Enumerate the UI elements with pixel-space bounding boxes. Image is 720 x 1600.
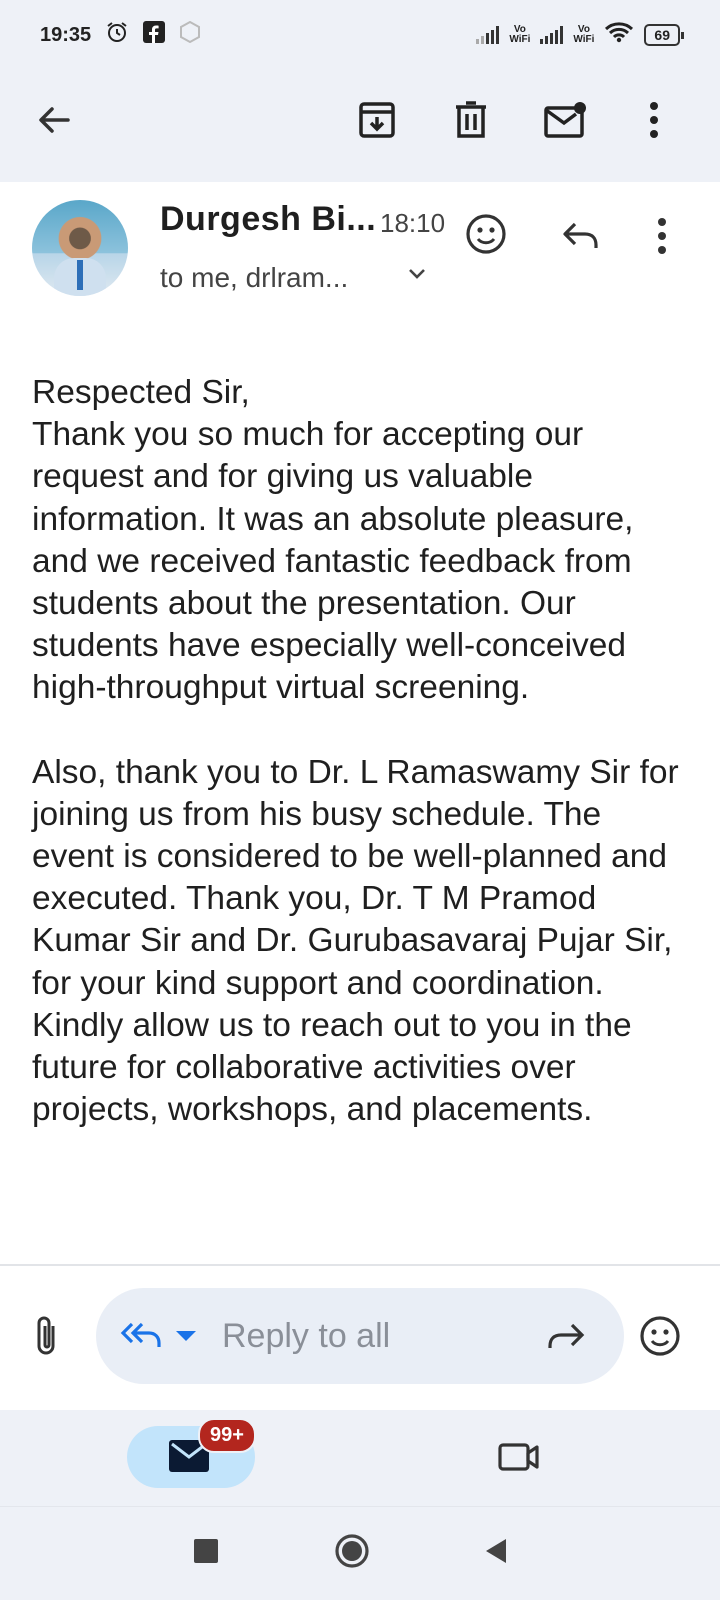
message-paragraph: Respected Sir, Thank you so much for accepting our request and for giving us valuable information. It was an absolute pleasure, and we received fantastic feedback from students about the presentation. Our students have especially well-conceived high-throughput virtual screening. [32, 374, 634, 707]
status-time: 19:35 [40, 23, 92, 46]
alarm-icon [105, 20, 129, 50]
recipients[interactable]: to me, drlram... [160, 262, 349, 293]
paperclip-icon [33, 1314, 59, 1358]
caret-down-icon [175, 1330, 197, 1342]
more-options-button[interactable] [636, 94, 672, 146]
sender-name[interactable]: Durgesh Bi... [160, 200, 377, 238]
reply-all-icon-button[interactable] [120, 1316, 164, 1356]
avatar[interactable] [32, 200, 128, 296]
mark-unread-icon [543, 101, 587, 139]
add-reaction-button[interactable] [462, 210, 510, 258]
nav-meet-tab[interactable] [494, 1434, 544, 1480]
emoji-icon [465, 213, 507, 255]
attach-button[interactable] [28, 1312, 64, 1360]
reply-placeholder: Reply to all [222, 1316, 391, 1355]
vowifi-label-2: Vo WiFi [573, 24, 595, 45]
forward-button[interactable] [544, 1316, 588, 1356]
bottom-navigation [0, 1410, 720, 1506]
system-navigation-bar [0, 1506, 720, 1600]
signal-icon-2 [540, 26, 563, 44]
square-icon [194, 1539, 218, 1563]
wifi-icon [604, 21, 634, 49]
circle-home-icon [334, 1533, 370, 1569]
unread-count-badge: 99+ [198, 1418, 256, 1453]
trash-icon [454, 101, 488, 139]
more-vert-icon [649, 102, 659, 138]
triangle-back-icon [484, 1538, 508, 1564]
arrow-left-icon [36, 102, 72, 138]
video-camera-icon [498, 1441, 540, 1473]
message-paragraph: Also, thank you to Dr. L Ramaswamy Sir for joining us from his busy schedule. The event is considered to be well-planned and executed. Thank you, Dr. T M Pramod Kumar Sir and Dr. Gurubasavaraj Pujar Sir, for your kind support and coordination. Kindly allow us to reach out to you in the future for collaborative activities over projects, workshops, and placements. [32, 753, 679, 1129]
facebook-icon [143, 21, 165, 49]
more-vert-icon [657, 218, 667, 254]
message-body [32, 372, 692, 1173]
forward-icon [547, 1322, 585, 1350]
expand-recipients-button[interactable] [405, 262, 429, 291]
delete-button[interactable] [448, 94, 494, 146]
signal-icon [476, 26, 499, 44]
home-button[interactable] [334, 1533, 370, 1569]
archive-button[interactable] [354, 94, 400, 146]
recent-apps-button[interactable] [192, 1537, 220, 1565]
reply-input[interactable] [96, 1288, 624, 1384]
reply-all-icon [120, 1321, 164, 1351]
status-bar [0, 0, 720, 70]
emoji-icon [639, 1315, 681, 1357]
battery-indicator: 69 [644, 24, 680, 46]
reply-button[interactable] [558, 214, 604, 258]
avatar-lanyard [77, 260, 83, 290]
app-notification-icon [179, 21, 201, 49]
reply-bar [0, 1266, 720, 1410]
back-nav-button[interactable] [482, 1537, 510, 1565]
mark-unread-button[interactable] [540, 94, 590, 146]
message-toolbar [0, 70, 720, 182]
message-time: 18:10 [380, 208, 446, 238]
message-more-button[interactable] [644, 212, 680, 260]
archive-icon [358, 101, 396, 139]
message-view [0, 182, 720, 1410]
chevron-down-icon [405, 262, 429, 286]
vowifi-label-1: Vo WiFi [509, 24, 531, 45]
reply-mode-dropdown[interactable] [174, 1326, 198, 1346]
reply-icon [561, 220, 601, 252]
reply-emoji-button[interactable] [636, 1312, 684, 1360]
back-button[interactable] [30, 96, 78, 144]
